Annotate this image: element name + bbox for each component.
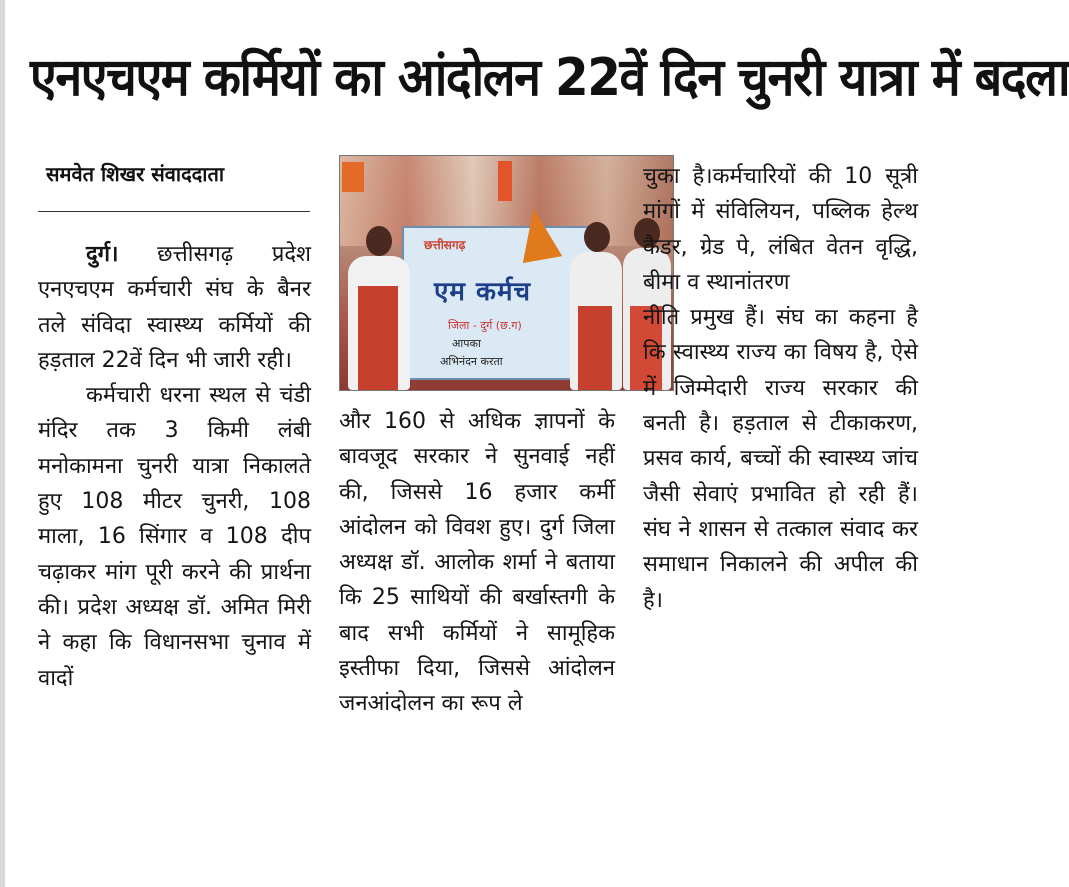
banner-text: आपका xyxy=(452,337,481,350)
banner-text: एम कर्मच xyxy=(434,277,532,307)
article-column-2 xyxy=(339,404,615,722)
paragraph-4-top: चुका है।कर्मचारियों की 10 सूत्री मांगों में संविलियन, पब्लिक हेल्थ कैडर, ग्रेड पे, लंबित वेतन वृद्धि, बीमा व स्थानांतरण xyxy=(643,164,918,295)
protest-photo xyxy=(339,155,674,391)
article-column-3 xyxy=(643,159,918,618)
paragraph-1-text: छत्तीसगढ़ प्रदेश एनएचएम कर्मचारी संघ के बैनर तले संविदा स्वास्थ्य कर्मियों की हड़ताल 22वें दिन भी जारी रही। xyxy=(38,242,311,373)
banner-text: अभिनंदन करता xyxy=(440,355,503,368)
banner-text: जिला - दुर्ग (छ.ग) xyxy=(448,319,522,332)
page-edge xyxy=(0,0,5,887)
photo-person-saree xyxy=(358,286,398,390)
banner-text: छत्तीसगढ़ xyxy=(424,238,466,252)
article-column-1 xyxy=(38,237,311,696)
photo-person-head xyxy=(584,222,610,252)
paragraph-3: और 160 से अधिक ज्ञापनों के बावजूद सरकार ने सुनवाई नहीं की, जिससे 16 हजार कर्मी आंदोलन को विवश हुए। दुर्ग जिला अध्यक्ष डॉ. आलोक शर्मा ने बताया कि 25 साथियों की बर्खास्तगी के बाद सभी कर्मियों ने सामूहिक इस्तीफा दिया, जिससे आंदोलन जनआंदोलन का रूप ले xyxy=(339,409,615,717)
paragraph-2: कर्मचारी धरना स्थल से चंडी मंदिर तक 3 किमी लंबी मनोकामना चुनरी यात्रा निकालते हुए 108 मीटर चुनरी, 108 माला, 16 सिंगार व 108 दीप चढ़ाकर मांग पूरी करने की प्रार्थना की। प्रदेश अध्यक्ष डॉ. अमित मिरी ने कहा कि विधानसभा चुनाव में वादों xyxy=(38,383,311,691)
byline: समवेत शिखर संवाददाता xyxy=(46,162,225,186)
paragraph-4-bottom: नीति प्रमुख हैं। संघ का कहना है कि स्वास्थ्य राज्य का विषय है, ऐसे में जिम्मेदारी राज्य सरकार की बनती है। हड़ताल से टीकाकरण, प्रसव कार्य, बच्चों की स्वास्थ्य जांच जैसी सेवाएं प्रभावित हो रही हैं। संघ ने शासन से तत्काल संवाद कर समाधान निकालने की अपील की है। xyxy=(643,305,918,613)
photo-flag xyxy=(342,162,364,192)
headline: एनएचएम कर्मियों का आंदोलन 22वें दिन चुनरी यात्रा में बदला xyxy=(30,48,1069,108)
photo-person-head xyxy=(366,226,392,256)
photo-person-saree xyxy=(578,306,612,390)
paragraph-1 xyxy=(38,237,311,378)
byline-divider xyxy=(38,211,310,212)
photo-banner xyxy=(402,226,596,380)
photo-flag xyxy=(498,161,512,201)
dateline: दुर्ग। xyxy=(86,242,119,267)
